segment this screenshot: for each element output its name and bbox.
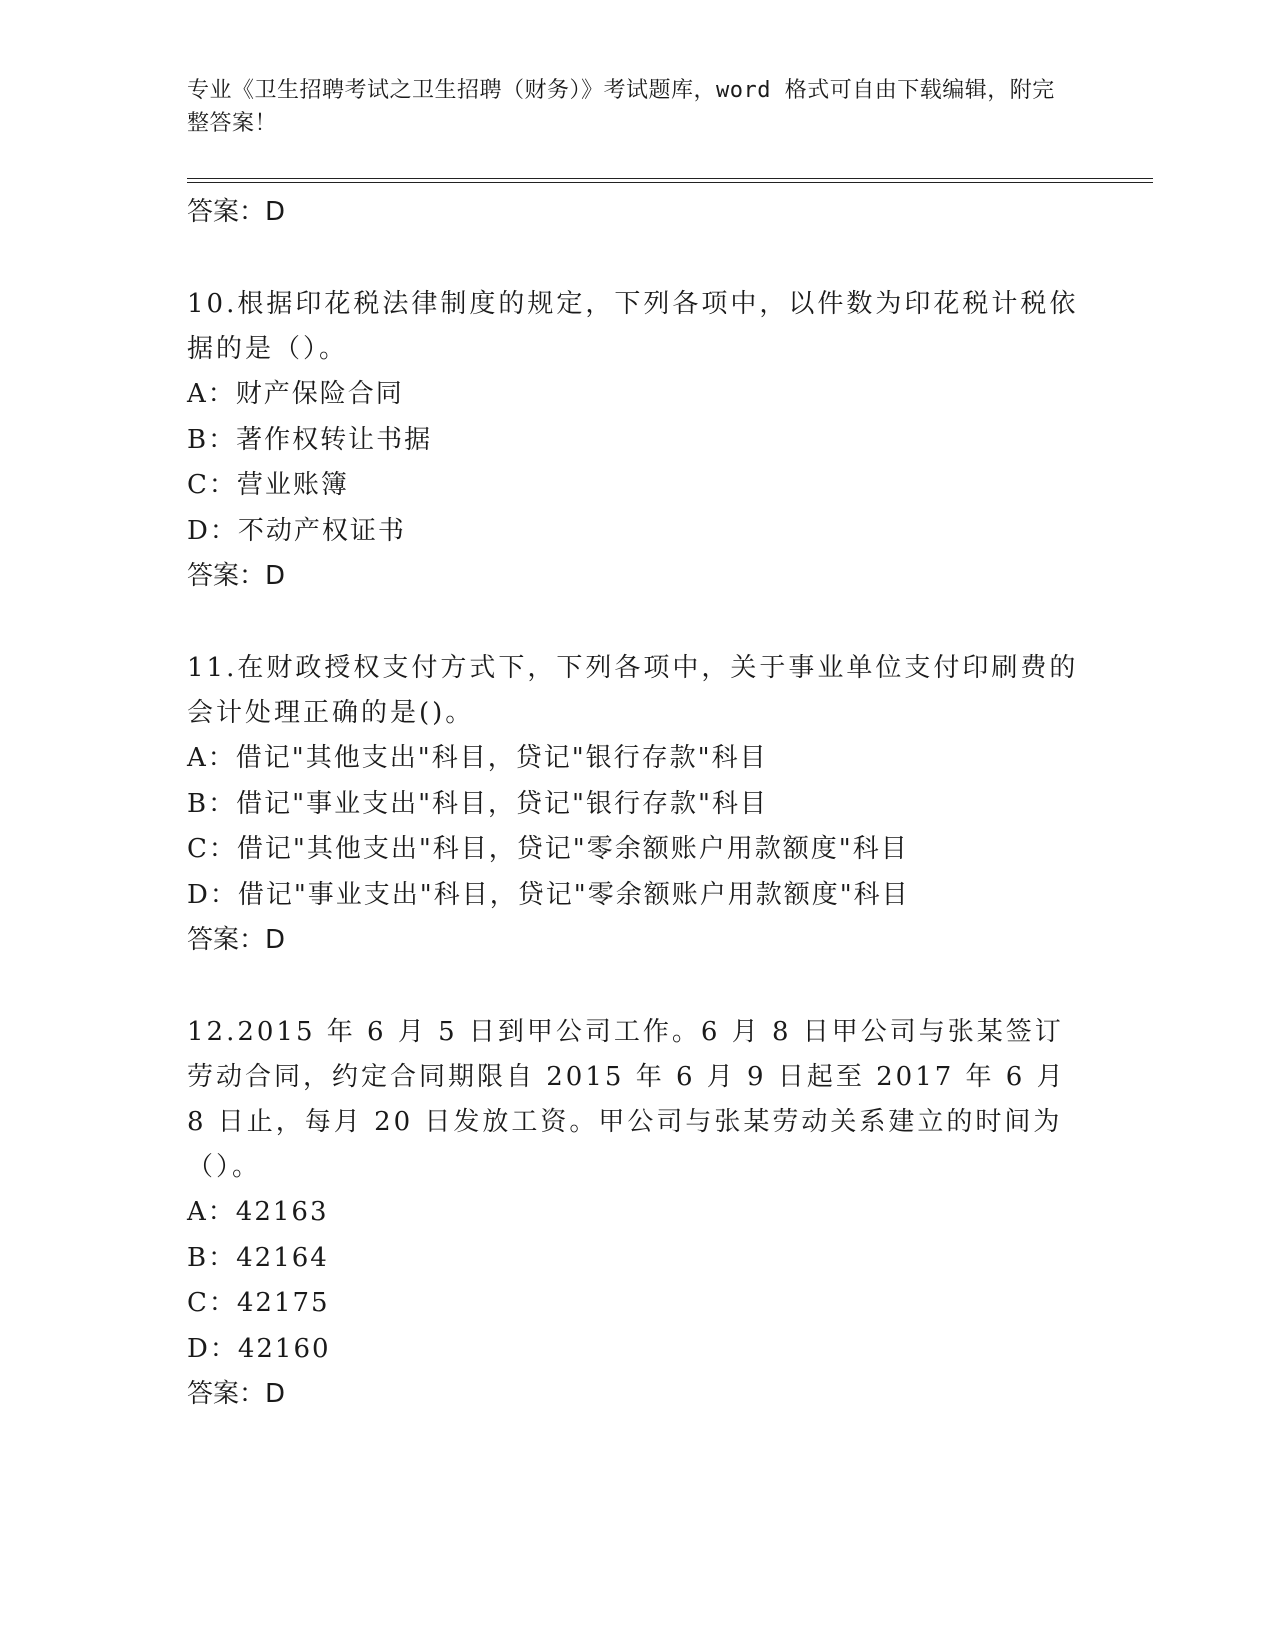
question-text: 12.2015 年 6 月 5 日到甲公司工作。6 月 8 日甲公司与张某签订劳动合同，约定合同期限自 2015 年 6 月 9 日起至 2017 年 6 月 8 日止，每月 20 日发放工资。甲公司与张某劳动关系建立的时间为（）。 xyxy=(187,1017,1066,1182)
header-rule-top xyxy=(187,178,1153,179)
option-b: B：著作权转让书据 xyxy=(187,424,433,455)
option-c: C：借记"其他支出"科目，贷记"零余额账户用款额度"科目 xyxy=(187,834,909,864)
option-c: C：42175 xyxy=(187,1288,330,1318)
option-b: B：42164 xyxy=(187,1242,329,1273)
option-d: D：不动产权证书 xyxy=(187,515,406,546)
question-text: 11.在财政授权支付方式下，下列各项中，关于事业单位支付印刷费的会计处理正确的是()。 xyxy=(187,653,1079,728)
question-answer: 答案：D xyxy=(187,1379,286,1409)
header-rule-bottom xyxy=(187,182,1153,183)
question-answer: 答案：D xyxy=(187,561,286,591)
question-11 xyxy=(187,646,1087,962)
document-header: 专业《卫生招聘考试之卫生招聘（财务）》考试题库，word 格式可自由下载编辑，附完整答案！ xyxy=(187,78,1055,136)
option-d: D：借记"事业支出"科目，贷记"零余额账户用款额度"科目 xyxy=(187,879,910,910)
question-list xyxy=(187,190,1087,1416)
option-b: B：借记"事业支出"科目，贷记"银行存款"科目 xyxy=(187,788,768,819)
option-d: D：42160 xyxy=(187,1333,331,1364)
question-10 xyxy=(187,282,1087,598)
option-c: C：营业账簿 xyxy=(187,470,349,500)
option-a: A：42163 xyxy=(187,1197,329,1227)
option-a: A：财产保险合同 xyxy=(187,379,404,409)
option-a: A：借记"其他支出"科目，贷记"银行存款"科目 xyxy=(187,743,768,773)
question-12 xyxy=(187,1010,1087,1416)
question-answer: 答案：D xyxy=(187,925,286,955)
previous-answer: 答案：D xyxy=(187,197,286,227)
question-text: 10.根据印花税法律制度的规定，下列各项中，以件数为印花税计税依据的是（）。 xyxy=(187,289,1079,364)
